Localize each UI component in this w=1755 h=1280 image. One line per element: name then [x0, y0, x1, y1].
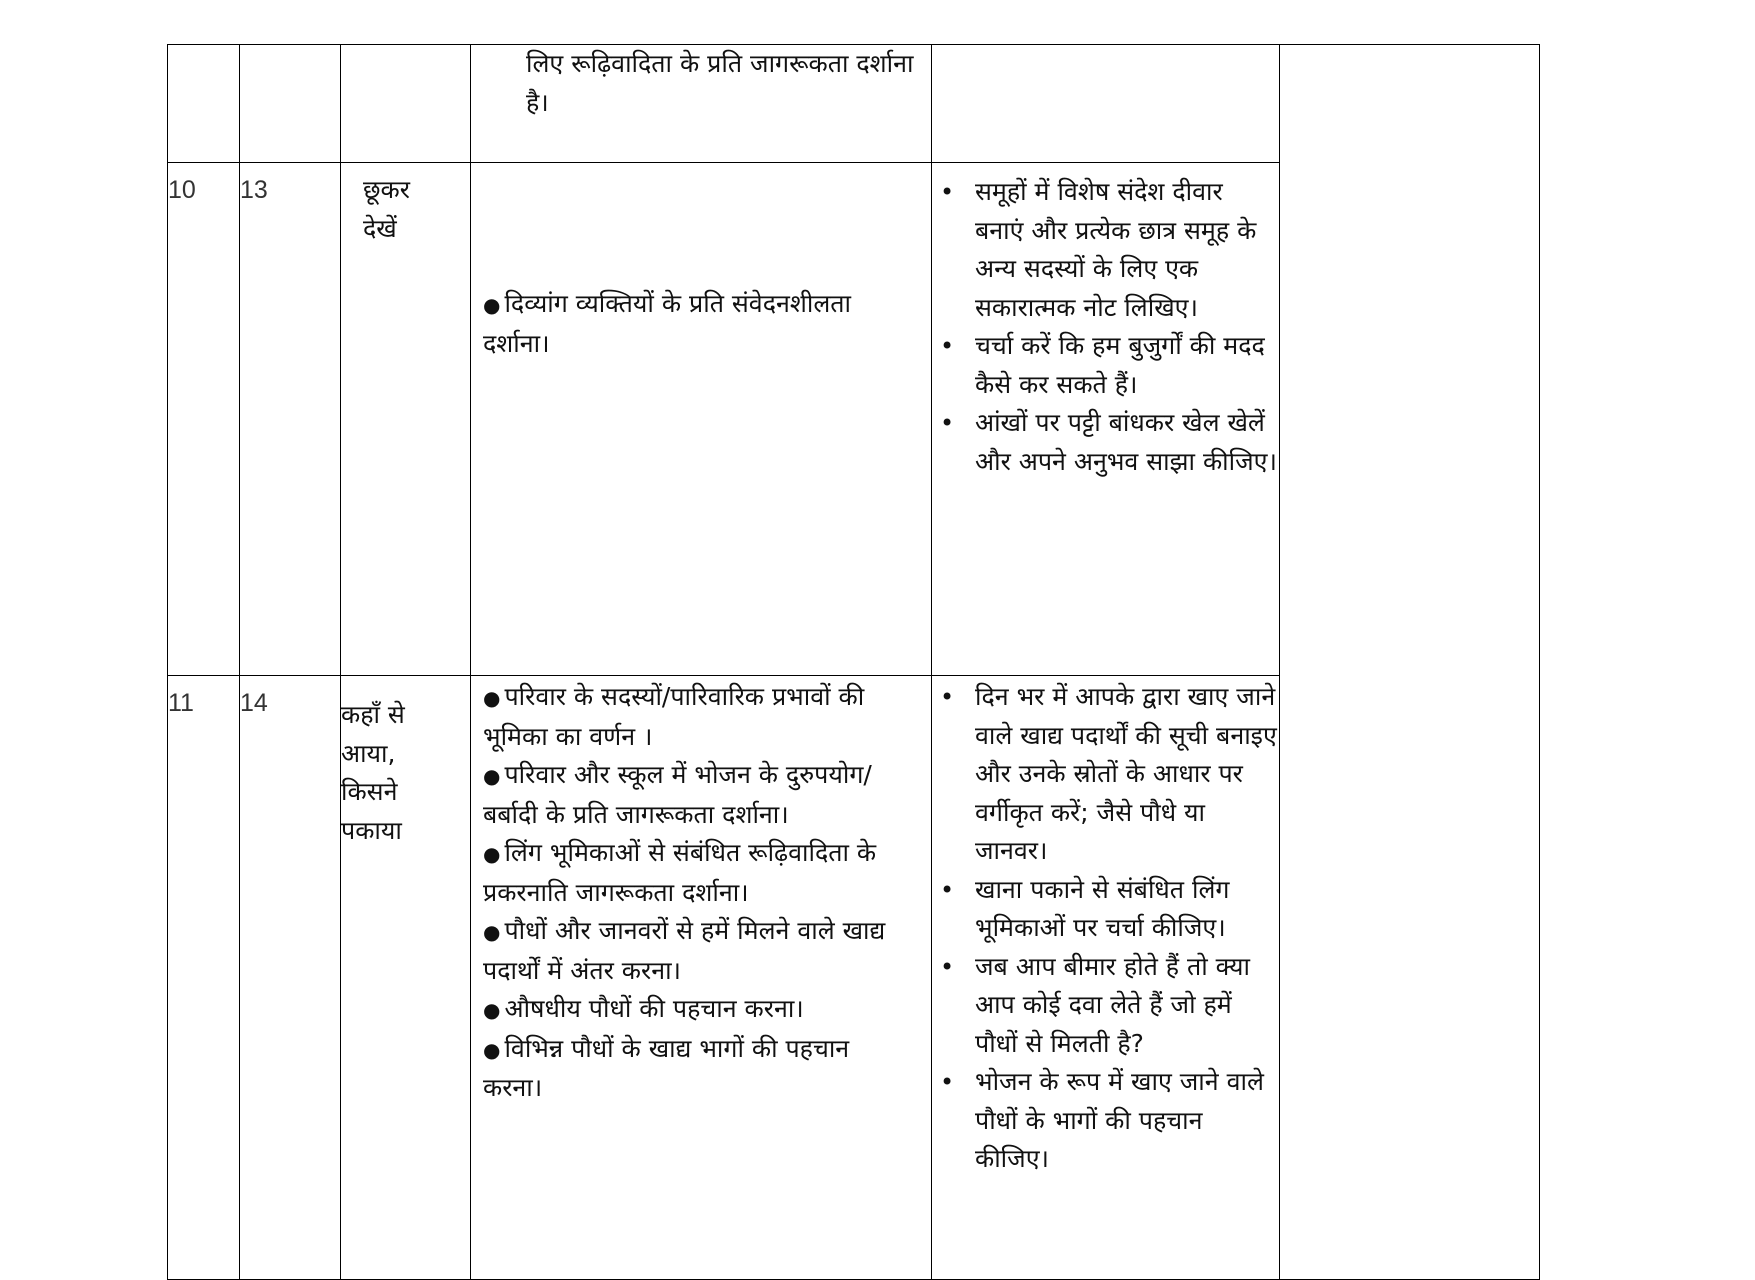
bullet-icon: ● — [483, 293, 501, 317]
topic-cell — [341, 163, 471, 676]
topic-line: छूकर — [363, 175, 410, 204]
list-item: • चर्चा करें कि हम बुजुर्गों की मदद कैसे कर सकते हैं। — [975, 327, 1279, 404]
activity-cell — [932, 45, 1280, 163]
objective-cell — [471, 163, 932, 676]
bullet-icon: ● — [483, 842, 501, 866]
activity-cell — [932, 676, 1280, 1280]
sno-cell: 10 — [168, 163, 240, 676]
topic-line: आया, — [341, 738, 396, 768]
bullet-icon: ● — [483, 686, 501, 710]
list-item: • आंखों पर पट्टी बांधकर खेल खेलें और अपने अनुभव साझा कीजिए। — [975, 404, 1279, 481]
objective-cell — [471, 676, 932, 1280]
activity-list — [932, 173, 1279, 481]
bullet-icon: ● — [483, 764, 501, 788]
bullet-icon: ● — [483, 1037, 501, 1062]
list-item: • दिन भर में आपके द्वारा खाए जाने वाले खाद्य पदार्थों की सूची बनाइए और उनके स्रोतों के आधार पर वर्गीकृत करें; जैसे पौधे या जानवर। — [975, 678, 1279, 871]
activity-cell — [932, 163, 1280, 676]
bullet-icon: ● — [483, 998, 501, 1022]
activity-list — [932, 678, 1279, 1179]
objective-item: ● औषधीय पौधों की पहचान करना। — [483, 994, 804, 1023]
chapter-cell: 13 — [240, 163, 341, 676]
objective-item: ● विभिन्न पौधों के खाद्य भागों की पहचान करना। — [483, 1033, 850, 1102]
sno-cell — [168, 45, 240, 163]
topic-line: कहाँ से — [341, 700, 405, 729]
objective-item: ● परिवार के सदस्यों/पारिवारिक प्रभावों की भूमिका का वर्णन । — [483, 682, 865, 751]
list-item: • जब आप बीमार होते हैं तो क्या आप कोई दवा लेते हैं जो हमें पौधों से मिलती है? — [975, 948, 1279, 1064]
list-item: • समूहों में विशेष संदेश दीवार बनाएं और प्रत्येक छात्र समूह के अन्य सदस्यों के लिए एक सकारात्मक नोट लिखिए। — [975, 173, 1279, 327]
bullet-icon: ● — [483, 920, 501, 944]
table-row — [168, 45, 1540, 163]
objective-cell — [471, 45, 932, 163]
topic-cell — [341, 676, 471, 1280]
chapter-cell: 14 — [240, 676, 341, 1280]
objective-item: ● परिवार और स्कूल में भोजन के दुरुपयोग/बर्बादी के प्रति जागरूकता दर्शाना। — [483, 760, 872, 829]
topic-line: देखें — [363, 213, 397, 243]
remarks-cell — [1280, 45, 1540, 1280]
sno-cell: 11 — [168, 676, 240, 1280]
list-item: • खाना पकाने से संबंधित लिंग भूमिकाओं पर चर्चा कीजिए। — [975, 871, 1279, 948]
topic-line: किसने — [341, 777, 398, 806]
list-item: • भोजन के रूप में खाए जाने वाले पौधों के भागों की पहचान कीजिए। — [975, 1063, 1279, 1179]
chapter-cell — [240, 45, 341, 163]
objective-item: ● दिव्यांग व्यक्तियों के प्रति संवेदनशीलता दर्शाना। — [483, 289, 851, 358]
lesson-plan-table — [167, 44, 1540, 1280]
objective-item: ● पौधों और जानवरों से हमें मिलने वाले खाद्य पदार्थों में अंतर करना। — [483, 916, 886, 985]
topic-line: पकाया — [341, 815, 402, 845]
objective-item: ● लिंग भूमिकाओं से संबंधित रूढ़िवादिता के प्रकरनाति जागरूकता दर्शाना। — [483, 838, 877, 907]
topic-cell — [341, 45, 471, 163]
objective-text: लिए रूढ़िवादिता के प्रति जागरूकता दर्शाना है। — [526, 49, 914, 117]
